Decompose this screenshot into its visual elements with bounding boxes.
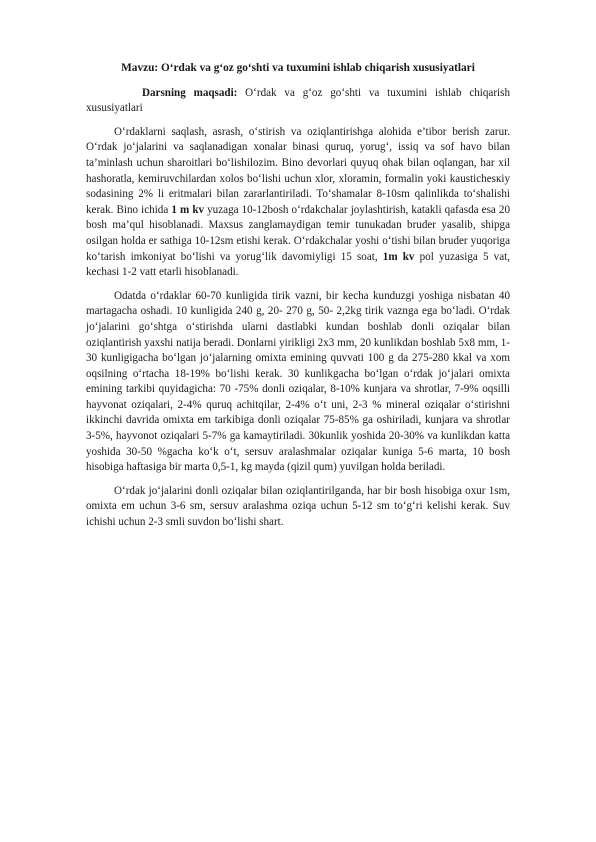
paragraph-1-part-2: yuzaga 10-12bosh o‘rdakchalar joylashtirish, katakli qafasda esa 20 bosh ma’qul hisoblanadi. Maxsus zanglamaydigan temir tunukadan bruder yasalib, shipga osilgan holda er sathiga 10-12sm etishi kerak. O‘rdakchalar yoshi o‘tishi bilan bruder yuqoriga ko‘tarish imkoniyat bo‘lishi va yorug‘lik davomiyligi 15 soat, (86, 203, 510, 263)
paragraph-1-bold-1: 1 m kv (171, 203, 205, 216)
paragraph-3: O‘rdak jo‘jalarini donli oziqalar bilan oziqlantirilganda, har bir bosh hisobiga oxur 1sm, omixta em uchun 3-6 sm, sersuv aralashma oziqa uchun 5-12 sm to‘g‘ri kelishi kerak. Suv ichishi uchun 2-3 smli suvdon bo‘lishi shart. (86, 484, 510, 529)
document-body (86, 61, 510, 539)
lesson-aim (86, 86, 510, 117)
aim-text: O‘rdak va g‘oz go‘shti va tuxumini ishlab chiqarish xususiyatlari (86, 86, 510, 115)
paragraph-1 (86, 125, 510, 281)
aim-label: Darsning maqsadi: (142, 86, 238, 99)
paragraph-2: Odatda o‘rdaklar 60-70 kunligida tirik vazni, bir kecha kunduzgi yoshiga nisbatan 40 martagacha oshadi. 10 kunligida 240 g, 20- 270 g, 50- 2,2kg tirik vaznga ega bo‘ladi. O‘rdak jo‘jalarini go‘shtga o‘stirishda ularni dastlabki kundan boshlab donli oziqalar bilan oziqlantirish yaxshi natija beradi. Donlarni yirikligi 2x3 mm, 20 kunlikdan boshlab 5x8 mm, 1-30 kunligigacha bo‘lgan jo‘jalarning omixta emining quvvati 100 g da 275-280 kkal va xom oqsilning o‘rtacha 18-19% bo‘lishi kerak. 30 kunlikgacha bo‘lgan o‘rdak jo‘jalari omixta emining tarkibi quyidagicha: 70 -75% donli oziqalar, 8-10% kunjara va shrotlar, 7-9% oqsilli hayvonat oziqalari, 2-4% quruq achitqilar, 2-4% o‘t uni, 2-3 % mineral oziqalar o‘stirishni ikkinchi davrida omixta em tarkibiga donli oziqalar 75-85% ga oshiriladi, kunjara va shrotlar 3-5%, hayvonot oziqalari 5-7% ga kamaytiriladi. 30kunlik yoshida 20-30% va kunlikdan katta yoshida 30-50 %gacha ko‘k o‘t, sersuv aralashmalar oziqalar kuniga 5-6 marta, 10 bosh hisobiga haftasiga bir marta 0,5-1, kg mayda (qizil qum) yuvilgan holda beriladi. (86, 289, 510, 474)
document-title: Mavzu: O‘rdak va g‘oz go‘shti va tuxumini ishlab chiqarish xususiyatlari (121, 62, 475, 74)
paragraph-1-part-1: O‘rdaklarni saqlash, asrash, o‘stirish va oziqlantirishga alohida e’tibor berish zarur. O‘rdak jo‘jalarini va saqlanadigan xonalar binasi quruq, yorug‘, issiq va sof havo bilan ta’minlash uchun sharoitlari bo‘lishilozim. Bino devorlari quyuq ohak bilan oqlangan, har xil hashoratla, kemiruvchilardan xolos bo‘lishi uchun xlor, xloramin, formalin yoki kaustichesкiy sodasining 2% li eritmalari bilan zararlantiriladi. To‘shamalar 8-10sm qalinlikda to‘shalishi kerak. Bino ichida (86, 125, 510, 216)
paragraph-1-part-3: pol yuzasiga 5 vat, kechasi 1-2 vatt etarli hisoblanadi. (86, 250, 511, 279)
paragraph-1-bold-2: 1m kv (382, 250, 415, 263)
